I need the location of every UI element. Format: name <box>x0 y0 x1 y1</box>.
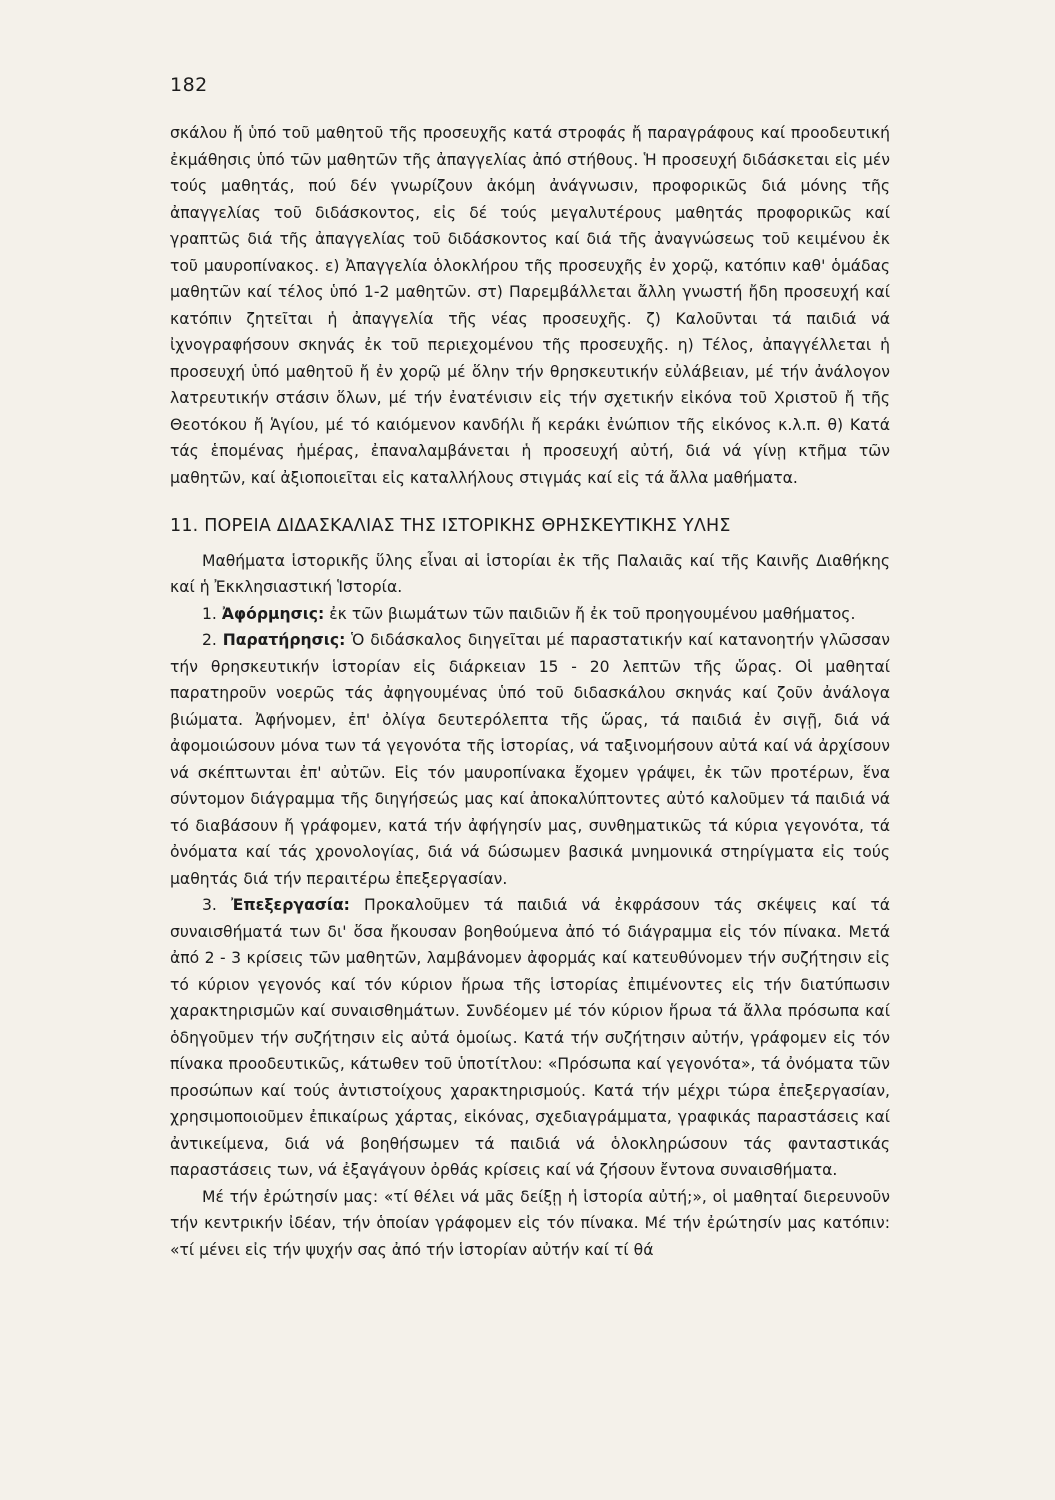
page-number: 182 <box>170 74 208 96</box>
intro-paragraph: Μαθήματα ἱστορικῆς ὕλης εἶναι αἱ ἱστορίαι ἐκ τῆς Παλαιᾶς καί τῆς Καινῆς Διαθήκης καί ἡ Ἐκκλησιαστική Ἱστορία. <box>170 551 890 596</box>
step-3-text: Προκαλοῦμεν τά παιδιά νά ἐκφράσουν τάς σκέψεις καί τά συναισθήματά των δι' ὅσα ἤκουσαν βοηθούμενα ἀπό τό διάγραμμα εἰς τόν πίνακα. Μετά ἀπό 2 - 3 κρίσεις τῶν μαθητῶν, λαμβάνομεν ἀφορμάς καί κατευθύνομεν τήν συζήτησιν εἰς τό κύριον γεγονός καί τόν κύριον ἥρωα τῆς ἱστορίας ἐπιμένοντες εἰς τήν διατύπωσιν χαρακτηρισμῶν καί συναισθημάτων. Συνδέομεν μέ τόν κύριον ἥρωα τά ἄλλα πρόσωπα καί ὁδηγοῦμεν τήν συζήτησιν εἰς αὐτά ὁμοίως. Κατά τήν συζήτησιν αὐτήν, γράφομεν εἰς τόν πίνακα προοδευτικῶς, κάτωθεν τοῦ ὑποτίτλου: «Πρόσωπα καί γεγονότα», τά ὀνόματα τῶν προσώπων καί τούς ἀντιστοίχους χαρακτηρισμούς. Κατά τήν μέχρι τώρα ἐπεξεργασίαν, χρησιμοποιοῦμεν ἐπικαίρως χάρτας, εἰκόνας, σχεδιαγράμματα, γραφικάς παραστάσεις καί ἀντικείμενα, διά νά βοηθήσωμεν τά παιδιά νά ὁλοκληρώσουν τάς φανταστικάς παραστάσεις των, νά ἐξαγάγουν ὀρθάς κρίσεις καί νά ζήσουν ἔντονα συναισθήματα. <box>170 896 890 1179</box>
step-3-paragraph <box>170 892 890 1184</box>
step-1-paragraph <box>170 601 890 628</box>
step-3-term: Ἐπεξεργασία: <box>230 896 350 914</box>
section-heading: 11. ΠΟΡΕΙΑ ΔΙΔΑΣΚΑΛΙΑΣ ΤΗΣ ΙΣΤΟΡΙΚΗΣ ΘΡΗΣΚΕΥΤΙΚΗΣ ΥΛΗΣ <box>170 516 731 536</box>
closing-paragraph: Μέ τήν ἐρώτησίν μας: «τί θέλει νά μᾶς δείξῃ ἡ ἱστορία αὐτή;», οἱ μαθηταί διερευνοῦν τήν κεντρικήν ἰδέαν, τήν ὁποίαν γράφομεν εἰς τόν πίνακα. Μέ τήν ἐρώτησίν μας κατόπιν: «τί μένει εἰς τήν ψυχήν σας ἀπό τήν ἱστορίαν αὐτήν καί τί θά <box>170 1187 890 1259</box>
step-1-text: ἐκ τῶν βιωμάτων τῶν παιδιῶν ἤ ἐκ τοῦ προηγουμένου μαθήματος. <box>324 604 856 623</box>
step-2-term: Παρατήρησις: <box>222 631 346 649</box>
step-1-number: 1. <box>202 604 217 623</box>
paragraph-continuation: σκάλου ἤ ὑπό τοῦ μαθητοῦ τῆς προσευχῆς κατά στροφάς ἤ παραγράφους καί προοδευτική ἐκμάθησις ὑπό τῶν μαθητῶν τῆς ἀπαγγελίας ἀπό στήθους. Ἡ προσευχή διδάσκεται εἰς μέν τούς μαθητάς, πού δέν γνωρίζουν ἀκόμη ἀνάγνωσιν, προφορικῶς διά μόνης τῆς ἀπαγγελίας τοῦ διδάσκοντος, εἰς δέ τούς μεγαλυτέρους μαθητάς προφορικῶς καί γραπτῶς διά τῆς ἀπαγγελίας τοῦ διδάσκοντος καί διά τῆς ἀναγνώσεως τοῦ κειμένου ἐκ τοῦ μαυροπίνακος. ε) Ἀπαγγελία ὁλοκλήρου τῆς προσευχῆς ἐν χορῷ, κατόπιν καθ' ὁμάδας μαθητῶν καί τέλος ὑπό 1-2 μαθητῶν. στ) Παρεμβάλλεται ἄλλη γνωστή ἤδη προσευχή καί κατόπιν ζητεῖται ἡ ἀπαγγελία τῆς νέας προσευχῆς. ζ) Καλοῦνται τά παιδιά νά ἰχνογραφήσουν σκηνάς ἐκ τοῦ περιεχομένου τῆς προσευχῆς. η) Τέλος, ἀπαγγέλλεται ἡ προσευχή ὑπό μαθητοῦ ἤ ἐν χορῷ μέ ὅλην τήν θρησκευτικήν εὐλάβειαν, μέ τήν ἀνάλογον λατρευτικήν στάσιν ὅλων, μέ τήν ἐνατένισιν εἰς τήν σχετικήν εἰκόνα τοῦ Χριστοῦ ἤ τῆς Θεοτόκου ἤ Ἁγίου, μέ τό καιόμενον κανδήλι ἤ κεράκι ἐνώπιον τῆς εἰκόνος κ.λ.π. θ) Κατά τάς ἑπομένας ἡμέρας, ἐπαναλαμβάνεται ἡ προσευχή αὐτή, διά νά γίνῃ κτῆμα τῶν μαθητῶν, καί ἀξιοποιεῖται εἰς καταλλήλους στιγμάς καί εἰς τά ἄλλα μαθήματα. <box>170 124 890 487</box>
step-3-number: 3. <box>202 896 217 914</box>
step-1-term: Ἀφόρμησις: <box>221 604 325 623</box>
step-2-text: Ὁ διδάσκαλος διηγεῖται μέ παραστατικήν καί κατανοητήν γλῶσσαν τήν θρησκευτικήν ἱστορίαν εἰς διάρκειαν 15 - 20 λεπτῶν τῆς ὥρας. Οἱ μαθηταί παρατηροῦν νοερῶς τάς ἀφηγουμένας ὑπό τοῦ διδασκάλου σκηνάς καί ζοῦν ἀνάλογα βιώματα. Ἀφήνομεν, ἐπ' ὀλίγα δευτερόλεπτα τῆς ὥρας, τά παιδιά ἐν σιγῇ, διά νά ἀφομοιώσουν μόνα των τά γεγονότα τῆς ἱστορίας, νά ταξινομήσουν αὐτά καί νά ἀρχίσουν νά σκέπτωνται ἐπ' αὐτῶν. Εἰς τόν μαυροπίνακα ἔχομεν γράψει, ἐκ τῶν προτέρων, ἕνα σύντομον διάγραμμα τῆς διηγήσεώς μας καί ἀποκαλύπτοντες αὐτό καλοῦμεν τά παιδιά νά τό διαβάσουν ἤ γράφομεν, κατά τήν ἀφήγησίν μας, συνθηματικῶς τά κύρια γεγονότα, τά ὀνόματα καί τάς χρονολογίας, διά νά δώσωμεν βασικά μνημονικά στηρίγματα εἰς τούς μαθητάς διά τήν περαιτέρω ἐπεξεργασίαν. <box>170 631 890 888</box>
step-2-number: 2. <box>202 631 217 649</box>
text-column <box>170 120 890 1263</box>
step-2-paragraph <box>170 627 890 892</box>
